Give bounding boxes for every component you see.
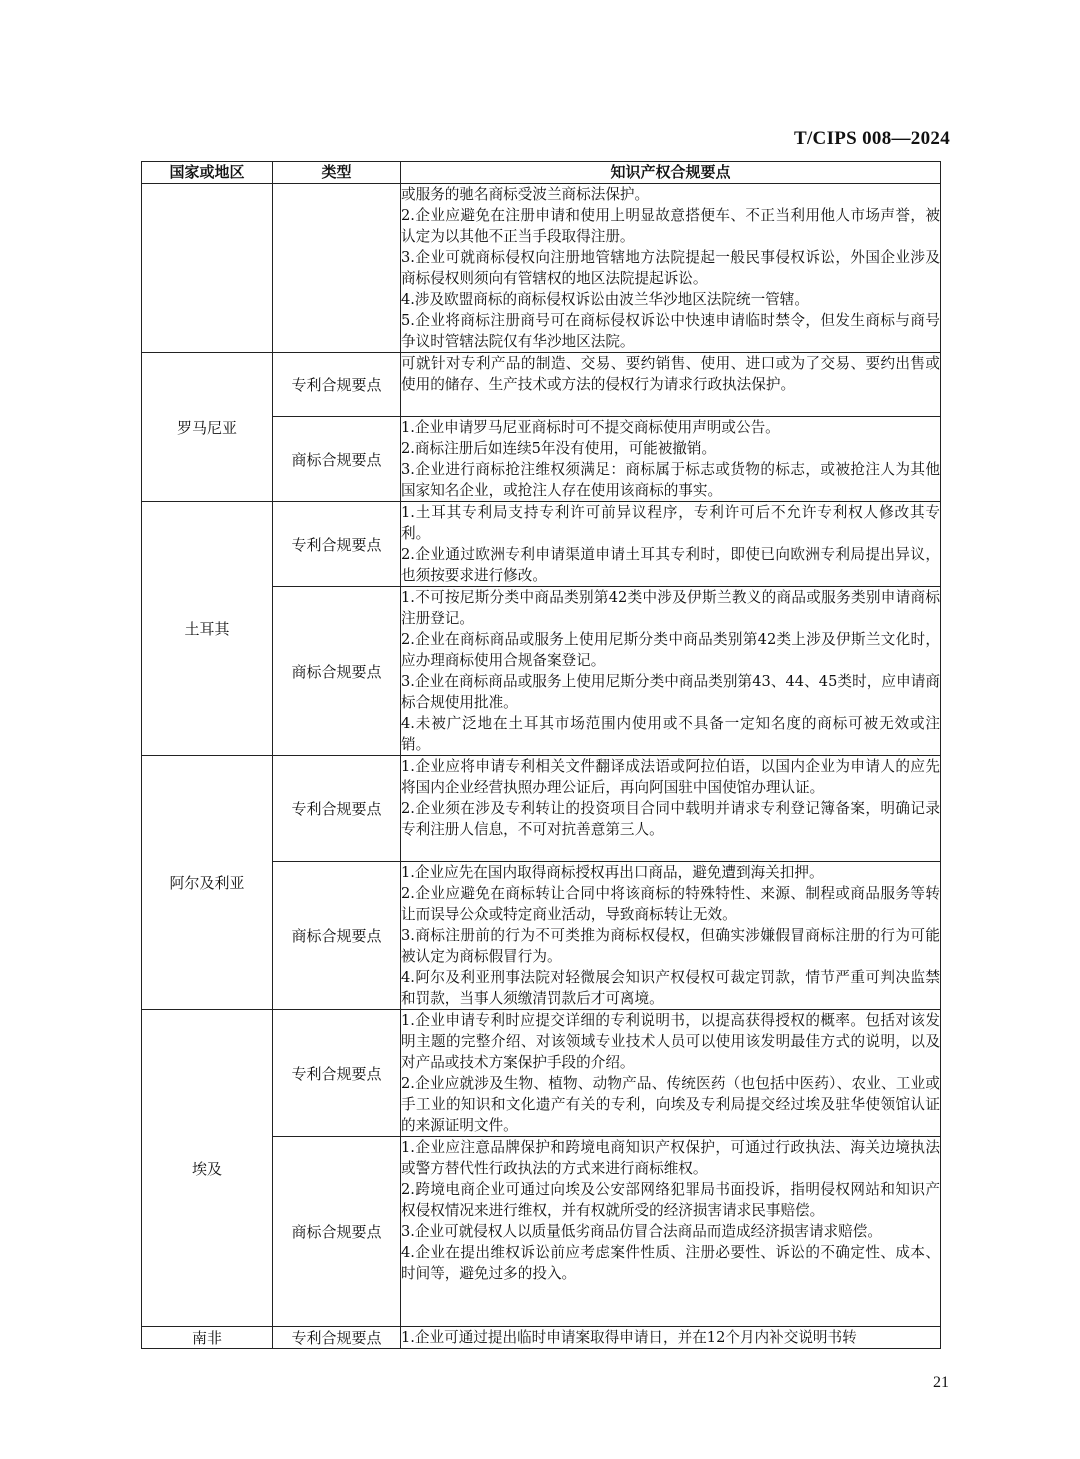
type-cell-egypt-trademark: 商标合规要点	[273, 1137, 401, 1327]
country-cell-poland	[142, 184, 273, 353]
country-cell-romania: 罗马尼亚	[142, 353, 273, 502]
table-row-south-africa-patent	[142, 1327, 941, 1349]
point-text: 4.企业在提出维权诉讼前应考虑案件性质、注册必要性、诉讼的不确定性、成本、时间等，避免过多的投入。	[401, 1244, 940, 1282]
points-cell-romania-trademark	[401, 417, 941, 502]
type-cell-turkey-trademark: 商标合规要点	[273, 587, 401, 756]
column-header-type: 类型	[273, 162, 401, 184]
points-cell-egypt-patent	[401, 1010, 941, 1137]
points-cell-algeria-trademark	[401, 862, 941, 1010]
type-cell-algeria-trademark: 商标合规要点	[273, 862, 401, 1010]
point-text: 5.企业将商标注册商号可在商标侵权诉讼中快速申请临时禁令，但发生商标与商号争议时管辖法院仅有华沙地区法院。	[401, 312, 940, 350]
point-text: 2.企业须在涉及专利转让的投资项目合同中载明并请求专利登记簿备案，明确记录专利注册人信息，不可对抗善意第三人。	[401, 800, 940, 838]
point-text: 1.企业应将申请专利相关文件翻译成法语或阿拉伯语，以国内企业为申请人的应先将国内企业经营执照办理公证后，再向阿国驻中国使馆办理认证。	[401, 758, 940, 796]
table-header-row	[142, 162, 941, 184]
point-text: 可就针对专利产品的制造、交易、要约销售、使用、进口或为了交易、要约出售或使用的储存、生产技术或方法的侵权行为请求行政执法保护。	[401, 355, 940, 393]
type-cell-egypt-patent: 专利合规要点	[273, 1010, 401, 1137]
point-text: 1.土耳其专利局支持专利许可前异议程序，专利许可后不允许专利权人修改其专利。	[401, 504, 940, 542]
points-cell-turkey-patent	[401, 502, 941, 587]
table-row-egypt-patent	[142, 1010, 941, 1137]
country-cell-algeria: 阿尔及利亚	[142, 756, 273, 1010]
column-header-country: 国家或地区	[142, 162, 273, 184]
type-cell-poland	[273, 184, 401, 353]
country-cell-turkey: 土耳其	[142, 502, 273, 756]
type-cell-turkey-patent: 专利合规要点	[273, 502, 401, 587]
table-row-algeria-patent	[142, 756, 941, 862]
point-text: 1.企业可通过提出临时申请案取得申请日，并在12个月内补交说明书转	[401, 1329, 857, 1346]
points-cell-turkey-trademark	[401, 587, 941, 756]
point-text: 1.不可按尼斯分类中商品类别第42类中涉及伊斯兰教义的商品或服务类别申请商标注册登记。	[401, 589, 940, 627]
point-text: 4.涉及欧盟商标的商标侵权诉讼由波兰华沙地区法院统一管辖。	[401, 291, 809, 308]
country-cell-egypt: 埃及	[142, 1010, 273, 1327]
point-text: 3.企业可就侵权人以质量低劣商品仿冒合法商品而造成经济损害请求赔偿。	[401, 1223, 882, 1240]
point-text: 2.企业在商标商品或服务上使用尼斯分类中商品类别第42类上涉及伊斯兰文化时，应办理商标使用合规备案登记。	[401, 631, 940, 669]
point-text: 1.企业应先在国内取得商标授权再出口商品，避免遭到海关扣押。	[401, 864, 824, 881]
document-code: T/CIPS 008—2024	[794, 128, 950, 149]
type-cell-romania-trademark: 商标合规要点	[273, 417, 401, 502]
type-cell-south-africa-patent: 专利合规要点	[273, 1327, 401, 1349]
table-row-poland-trademark	[142, 184, 941, 353]
point-text: 3.企业在商标商品或服务上使用尼斯分类中商品类别第43、44、45类时，应申请商标合规使用批准。	[401, 673, 940, 711]
point-text: 3.企业可就商标侵权向注册地管辖地方法院提起一般民事侵权诉讼，外国企业涉及商标侵权则须向有管辖权的地区法院提起诉讼。	[401, 249, 940, 287]
points-cell-romania-patent	[401, 353, 941, 417]
point-text: 3.企业进行商标抢注维权须满足：商标属于标志或货物的标志，或被抢注人为其他国家知名企业，或抢注人存在使用该商标的事实。	[401, 461, 940, 499]
table-row-turkey-patent	[142, 502, 941, 587]
point-text: 1.企业申请专利时应提交详细的专利说明书，以提高获得授权的概率。包括对该发明主题的完整介绍、对该领域专业技术人员可以使用该发明最佳方式的说明，以及对产品或技术方案保护手段的介绍。	[401, 1012, 940, 1071]
page-number: 21	[933, 1374, 949, 1391]
point-text: 3.商标注册前的行为不可类推为商标权侵权，但确实涉嫌假冒商标注册的行为可能被认定为商标假冒行为。	[401, 927, 940, 965]
point-text: 1.企业申请罗马尼亚商标时可不提交商标使用声明或公告。	[401, 419, 780, 436]
points-cell-algeria-patent	[401, 756, 941, 862]
country-cell-south-africa: 南非	[142, 1327, 273, 1349]
compliance-table	[141, 161, 941, 1349]
type-cell-romania-patent: 专利合规要点	[273, 353, 401, 417]
table-row-romania-patent	[142, 353, 941, 417]
column-header-points: 知识产权合规要点	[401, 162, 941, 184]
type-cell-algeria-patent: 专利合规要点	[273, 756, 401, 862]
point-text: 2.跨境电商企业可通过向埃及公安部网络犯罪局书面投诉，指明侵权网站和知识产权侵权情况来进行维权，并有权就所受的经济损害请求民事赔偿。	[401, 1181, 940, 1219]
point-text: 2.企业应就涉及生物、植物、动物产品、传统医药（也包括中医药）、农业、工业或手工业的知识和文化遗产有关的专利，向埃及专利局提交经过埃及驻华使领馆认证的来源证明文件。	[401, 1075, 940, 1134]
point-text: 2.企业应避免在注册申请和使用上明显故意搭便车、不正当利用他人市场声誉，被认定为以其他不正当手段取得注册。	[401, 207, 940, 245]
point-text: 4.未被广泛地在土耳其市场范围内使用或不具备一定知名度的商标可被无效或注销。	[401, 715, 940, 753]
point-text: 或服务的驰名商标受波兰商标法保护。	[401, 186, 650, 203]
points-cell-poland	[401, 184, 941, 353]
point-text: 1.企业应注意品牌保护和跨境电商知识产权保护，可通过行政执法、海关边境执法或警方替代性行政执法的方式来进行商标维权。	[401, 1139, 940, 1177]
point-text: 4.阿尔及利亚刑事法院对轻微展会知识产权侵权可裁定罚款，情节严重可判决监禁和罚款，当事人须缴清罚款后才可离境。	[401, 969, 940, 1007]
points-cell-egypt-trademark	[401, 1137, 941, 1327]
point-text: 2.企业通过欧洲专利申请渠道申请土耳其专利时，即使已向欧洲专利局提出异议，也须按要求进行修改。	[401, 546, 940, 584]
point-text: 2.商标注册后如连续5年没有使用，可能被撤销。	[401, 440, 717, 457]
points-cell-south-africa-patent	[401, 1327, 941, 1349]
point-text: 2.企业应避免在商标转让合同中将该商标的特殊特性、来源、制程或商品服务等转让而误导公众或特定商业活动，导致商标转让无效。	[401, 885, 940, 923]
